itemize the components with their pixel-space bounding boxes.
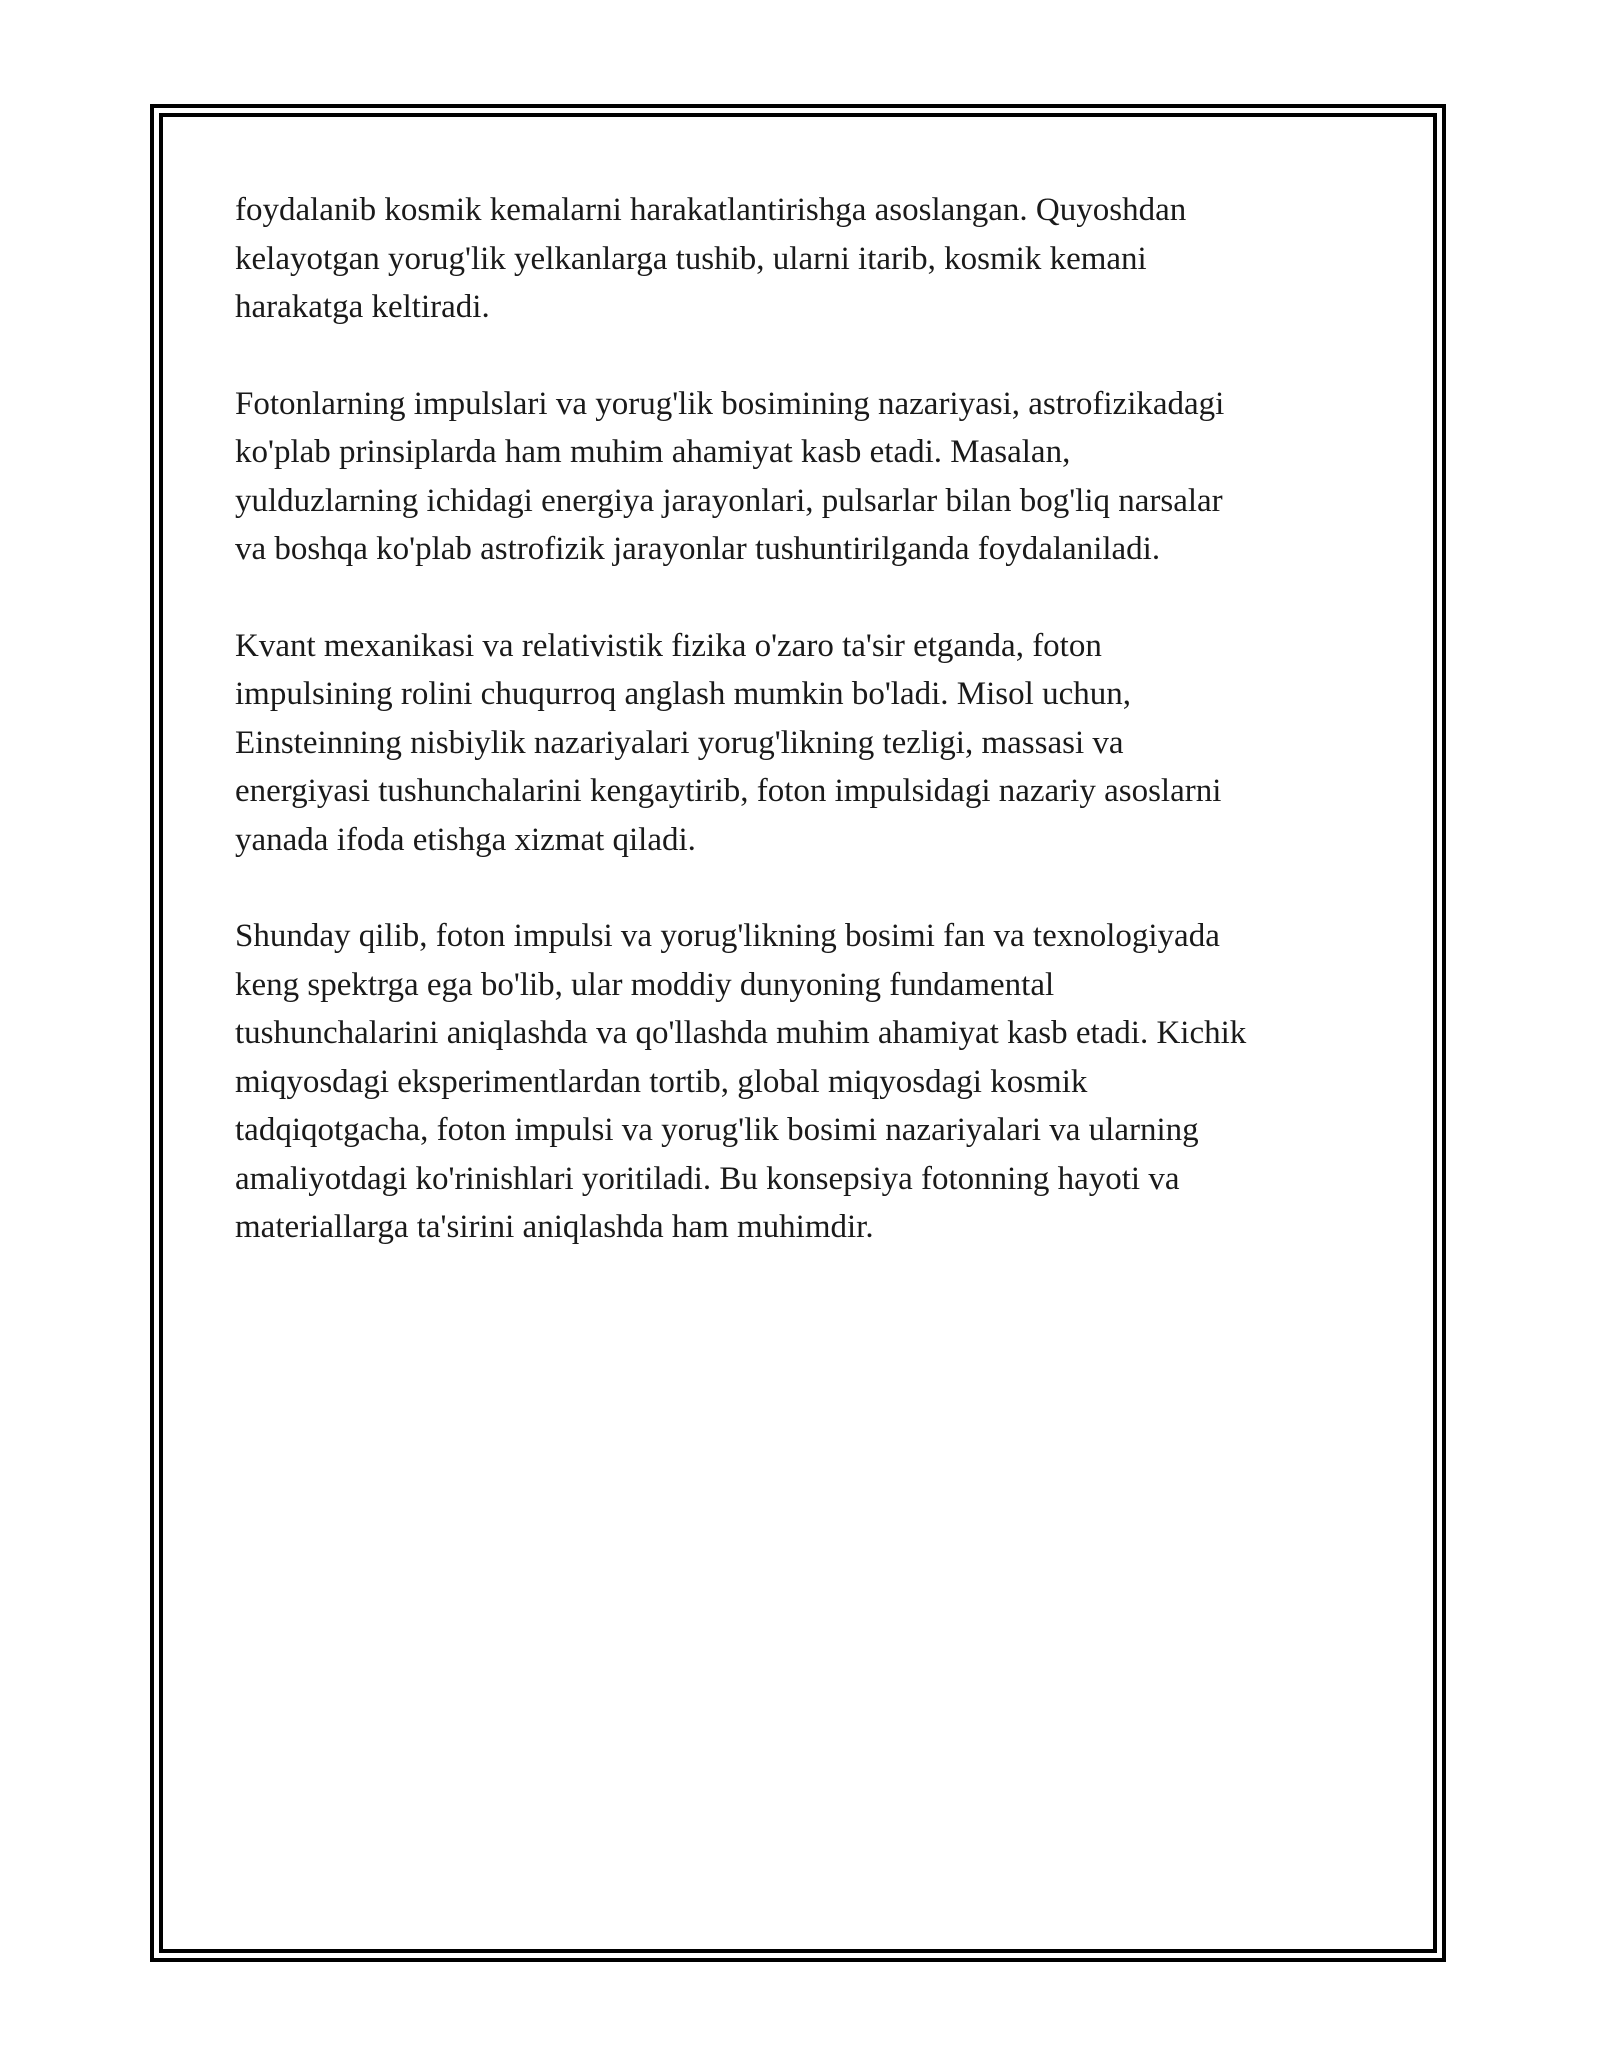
text-line: tadqiqotgacha, foton impulsi va yorug'lik bosimi nazariyalari va ularning xyxy=(235,1112,1199,1148)
paragraph-3 xyxy=(235,622,1365,865)
text-line: tushunchalarini aniqlashda va qo'llashda muhim ahamiyat kasb etadi. Kichik xyxy=(235,1015,1247,1051)
text-line: foydalanib kosmik kemalarni harakatlantirishga asoslangan. Quyoshdan xyxy=(235,192,1187,228)
text-line: materiallarga ta'sirini aniqlashda ham muhimdir. xyxy=(235,1209,874,1245)
text-line: yulduzlarning ichidagi energiya jarayonlari, pulsarlar bilan bog'liq narsalar xyxy=(235,482,1223,519)
text-line: harakatga keltiradi. xyxy=(235,289,490,325)
text-line: va boshqa ko'plab astrofizik jarayonlar tushuntirilganda foydalaniladi. xyxy=(235,531,1161,567)
text-line: kelayotgan yorug'lik yelkanlarga tushib, ularni itarib, kosmik kemani xyxy=(235,240,1147,277)
text-line: miqyosdagi eksperimentlardan tortib, global miqyosdagi kosmik xyxy=(235,1063,1088,1100)
paragraph-4 xyxy=(235,912,1365,1252)
paragraph-1 xyxy=(235,186,1365,332)
paragraph-2 xyxy=(235,380,1365,574)
text-line: ko'plab prinsiplarda ham muhim ahamiyat kasb etadi. Masalan, xyxy=(235,434,1071,470)
text-line: keng spektrga ega bo'lib, ular moddiy dunyoning fundamental xyxy=(235,966,1055,1003)
text-line: Shunday qilib, foton impulsi va yorug'likning bosimi fan va texnologiyada xyxy=(235,918,1220,954)
text-line: Kvant mexanikasi va relativistik fizika o'zaro ta'sir etganda, foton xyxy=(235,627,1102,664)
text-line: Fotonlarning impulslari va yorug'lik bosimining nazariyasi, astrofizikadagi xyxy=(235,385,1225,422)
text-line: impulsining rolini chuqurroq anglash mumkin bo'ladi. Misol uchun, xyxy=(235,676,1131,712)
text-line: energiyasi tushunchalarini kengaytirib, foton impulsidagi nazariy asoslarni xyxy=(235,773,1222,809)
text-line: yanada ifoda etishga xizmat qiladi. xyxy=(235,821,696,858)
text-line: amaliyotdagi ko'rinishlari yoritiladi. Bu konsepsiya fotonning hayoti va xyxy=(235,1160,1180,1197)
document-body xyxy=(235,186,1365,1300)
text-line: Einsteinning nisbiylik nazariyalari yorug'likning tezligi, massasi va xyxy=(235,724,1124,761)
